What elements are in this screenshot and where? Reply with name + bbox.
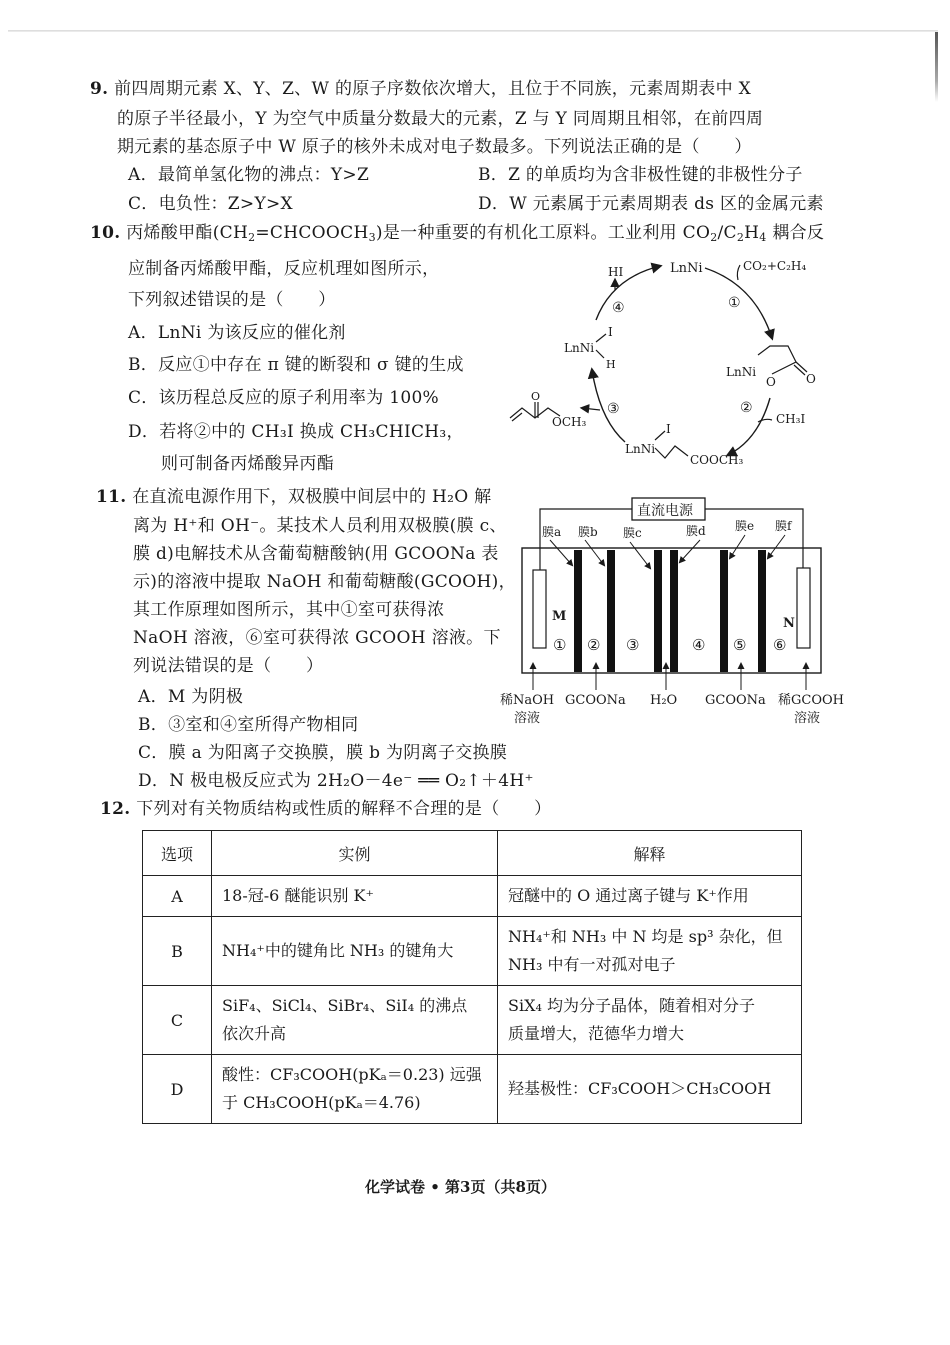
q9-option-c: C．电负性：Z>Y>X: [128, 194, 293, 214]
svg-text:O: O: [531, 390, 541, 403]
cycle-byproduct: HI: [608, 265, 624, 279]
svg-text:膜d: 膜d: [686, 524, 706, 538]
svg-text:膜a: 膜a: [542, 525, 562, 539]
electrode-n: [797, 568, 810, 648]
q9-option-d: D．W 元素属于元素周期表 ds 区的金属元素: [478, 194, 824, 214]
cycle-reagent-2: CH₃I: [776, 412, 806, 426]
q12-number: 12.: [100, 799, 131, 819]
q11-stem-line-5: 其工作原理如图所示，其中①室可获得浓: [133, 600, 445, 620]
table-row: B NH₄⁺中的键角比 NH₃ 的键角大 NH₄⁺和 NH₃ 中 N 均是 sp³ 杂化，但 NH₃ 中有一对孤对电子: [143, 917, 802, 986]
q9-stem-line-1: 9. 前四周期元素 X、Y、Z、W 的原子序数依次增大，且位于不同族，元素周期表中 X: [90, 79, 752, 99]
q10-stem-line-1: 10. 丙烯酸甲酯$(CH_2=CHCOOCH_3)$是一种重要的有机化工原料。工业利用 $CO_2/C_2H_4$ 耦合反: [90, 223, 825, 244]
svg-text:O: O: [806, 372, 816, 386]
svg-text:I: I: [608, 325, 613, 339]
electrode-m: [533, 570, 546, 648]
chamber-5: ⑤: [733, 636, 747, 654]
svg-text:I: I: [666, 422, 671, 436]
chamber-6: ⑥: [773, 636, 787, 654]
membrane-a: [574, 550, 582, 672]
q10-catalytic-cycle-diagram: [500, 250, 850, 480]
q11-stem-line-1: 11. 在直流电源作用下，双极膜中间层中的 H₂O 解: [96, 487, 492, 507]
cycle-reagent-1: CO₂+C₂H₄: [743, 259, 807, 273]
q9-option-b: B．Z 的单质均为含非极性键的非极性分子: [478, 165, 803, 185]
cycle-step-3-label: ③: [607, 401, 620, 417]
table-row: A 18-冠-6 醚能识别 K⁺ 冠醚中的 O 通过离子键与 K⁺作用: [143, 876, 802, 917]
q12-stem: 12. 下列对有关物质结构或性质的解释不合理的是（ ）: [100, 799, 552, 819]
q9-number: 9.: [90, 79, 109, 99]
svg-text:膜c: 膜c: [623, 526, 642, 540]
membrane-d: [670, 550, 678, 672]
svg-text:H₂O: H₂O: [650, 693, 678, 708]
q9-option-a: A．最简单氢化物的沸点：Y>Z: [128, 165, 370, 185]
membrane-e: [720, 550, 728, 672]
header-option: 选项: [143, 831, 212, 876]
q10-number: 10.: [90, 223, 121, 243]
svg-text:溶液: 溶液: [514, 711, 541, 726]
svg-text:直流电源: 直流电源: [637, 503, 693, 519]
scan-right-edge: [935, 32, 938, 102]
chamber-2: ②: [587, 636, 601, 654]
q9-stem-line-3: 期元素的基态原子中 W 原子的核外未成对电子数最多。下列说法正确的是（ ）: [117, 137, 752, 157]
cycle-step-1-label: ①: [728, 295, 741, 311]
q10-option-a: A．LnNi 为该反应的催化剂: [128, 323, 346, 343]
membrane-b: [607, 550, 615, 672]
q10-option-d-line-1: D．若将②中的 CH₃I 换成 CH₃CHICH₃，: [128, 422, 464, 442]
q10-stem-line-2: 应制备丙烯酸甲酯，反应机理如图所示，: [128, 259, 440, 279]
cycle-product: OCH₃: [552, 415, 587, 429]
page-footer: 化学试卷 • 第3页（共8页）: [365, 1178, 556, 1196]
svg-text:H: H: [606, 358, 616, 371]
svg-text:GCOONa: GCOONa: [705, 693, 766, 708]
q10-option-b: B．反应①中存在 π 键的断裂和 σ 键的生成: [128, 355, 464, 375]
svg-text:膜f: 膜f: [775, 519, 792, 533]
q11-option-d: D．N 极电极反应式为 2H₂O－4e⁻ ══ O₂↑＋4H⁺: [138, 771, 534, 791]
cycle-step-4-label: ④: [612, 300, 625, 316]
table-header-row: [143, 831, 802, 876]
q9-stem-line-2: 的原子半径最小，Y 为空气中质量分数最大的元素，Z 与 Y 同周期且相邻，在前四周: [117, 109, 764, 129]
q11-stem-line-7: 列说法错误的是（ ）: [133, 656, 324, 676]
svg-text:GCOONa: GCOONa: [565, 693, 626, 708]
q10-option-d-line-2: 则可制备丙烯酸异丙酯: [161, 454, 334, 474]
q11-number: 11.: [96, 487, 127, 507]
q11-stem-line-2: 离为 H⁺和 OH⁻。某技术人员利用双极膜(膜 c、: [133, 516, 507, 536]
svg-text:M: M: [552, 609, 567, 624]
svg-text:O: O: [766, 375, 776, 389]
q11-stem-line-6: NaOH 溶液，⑥室可获得浓 GCOOH 溶液。下: [133, 628, 501, 648]
q11-electrolysis-diagram: [490, 490, 860, 735]
q11-stem-line-3: 膜 d)电解技术从含葡萄糖酸钠(用 GCOONa 表: [133, 544, 499, 564]
q11-stem-line-4: 示)的溶液中提取 NaOH 和葡萄糖酸(GCOOH)，: [133, 572, 516, 592]
cycle-arrow-4: [596, 266, 660, 320]
svg-text:N: N: [783, 616, 795, 631]
chamber-4: ④: [692, 636, 706, 654]
chamber-3: ③: [626, 636, 640, 654]
header-example: 实例: [212, 831, 498, 876]
cycle-intermediate-2-lnni: LnNi: [625, 442, 656, 456]
svg-text:COOCH₃: COOCH₃: [690, 453, 744, 467]
svg-text:稀NaOH: 稀NaOH: [500, 693, 555, 708]
chamber-1: ①: [553, 636, 567, 654]
cycle-intermediate-3-lnni: LnNi: [564, 341, 595, 355]
cycle-intermediate-1-lnni: LnNi: [726, 365, 757, 379]
svg-text:稀GCOOH: 稀GCOOH: [778, 693, 844, 708]
scan-top-edge: [8, 30, 938, 32]
svg-text:膜e: 膜e: [735, 519, 755, 533]
q10-option-c: C．该历程总反应的原子利用率为 100%: [128, 388, 440, 408]
svg-text:溶液: 溶液: [794, 711, 821, 726]
membrane-c: [654, 550, 662, 672]
q11-option-c: C．膜 a 为阳离子交换膜，膜 b 为阴离子交换膜: [138, 743, 508, 763]
table-row: D 酸性：CF₃COOH(pKₐ＝0.23) 远强 于 CH₃COOH(pKₐ＝4.76) 羟基极性：CF₃COOH＞CH₃COOH: [143, 1055, 802, 1124]
q11-option-b: B．③室和④室所得产物相同: [138, 715, 359, 735]
cycle-step-2-label: ②: [740, 400, 753, 416]
header-explanation: 解释: [498, 831, 802, 876]
q10-stem-line-3: 下列叙述错误的是（ ）: [128, 290, 336, 310]
membrane-f: [758, 550, 766, 672]
svg-text:膜b: 膜b: [578, 525, 598, 539]
table-row: C SiF₄、SiCl₄、SiBr₄、SiI₄ 的沸点 依次升高 SiX₄ 均为分子晶体，随着相对分子 质量增大，范德华力增大: [143, 986, 802, 1055]
q11-option-a: A．M 为阴极: [138, 687, 244, 707]
q12-table: [142, 830, 802, 1124]
cycle-lnni-top: LnNi: [670, 261, 703, 276]
